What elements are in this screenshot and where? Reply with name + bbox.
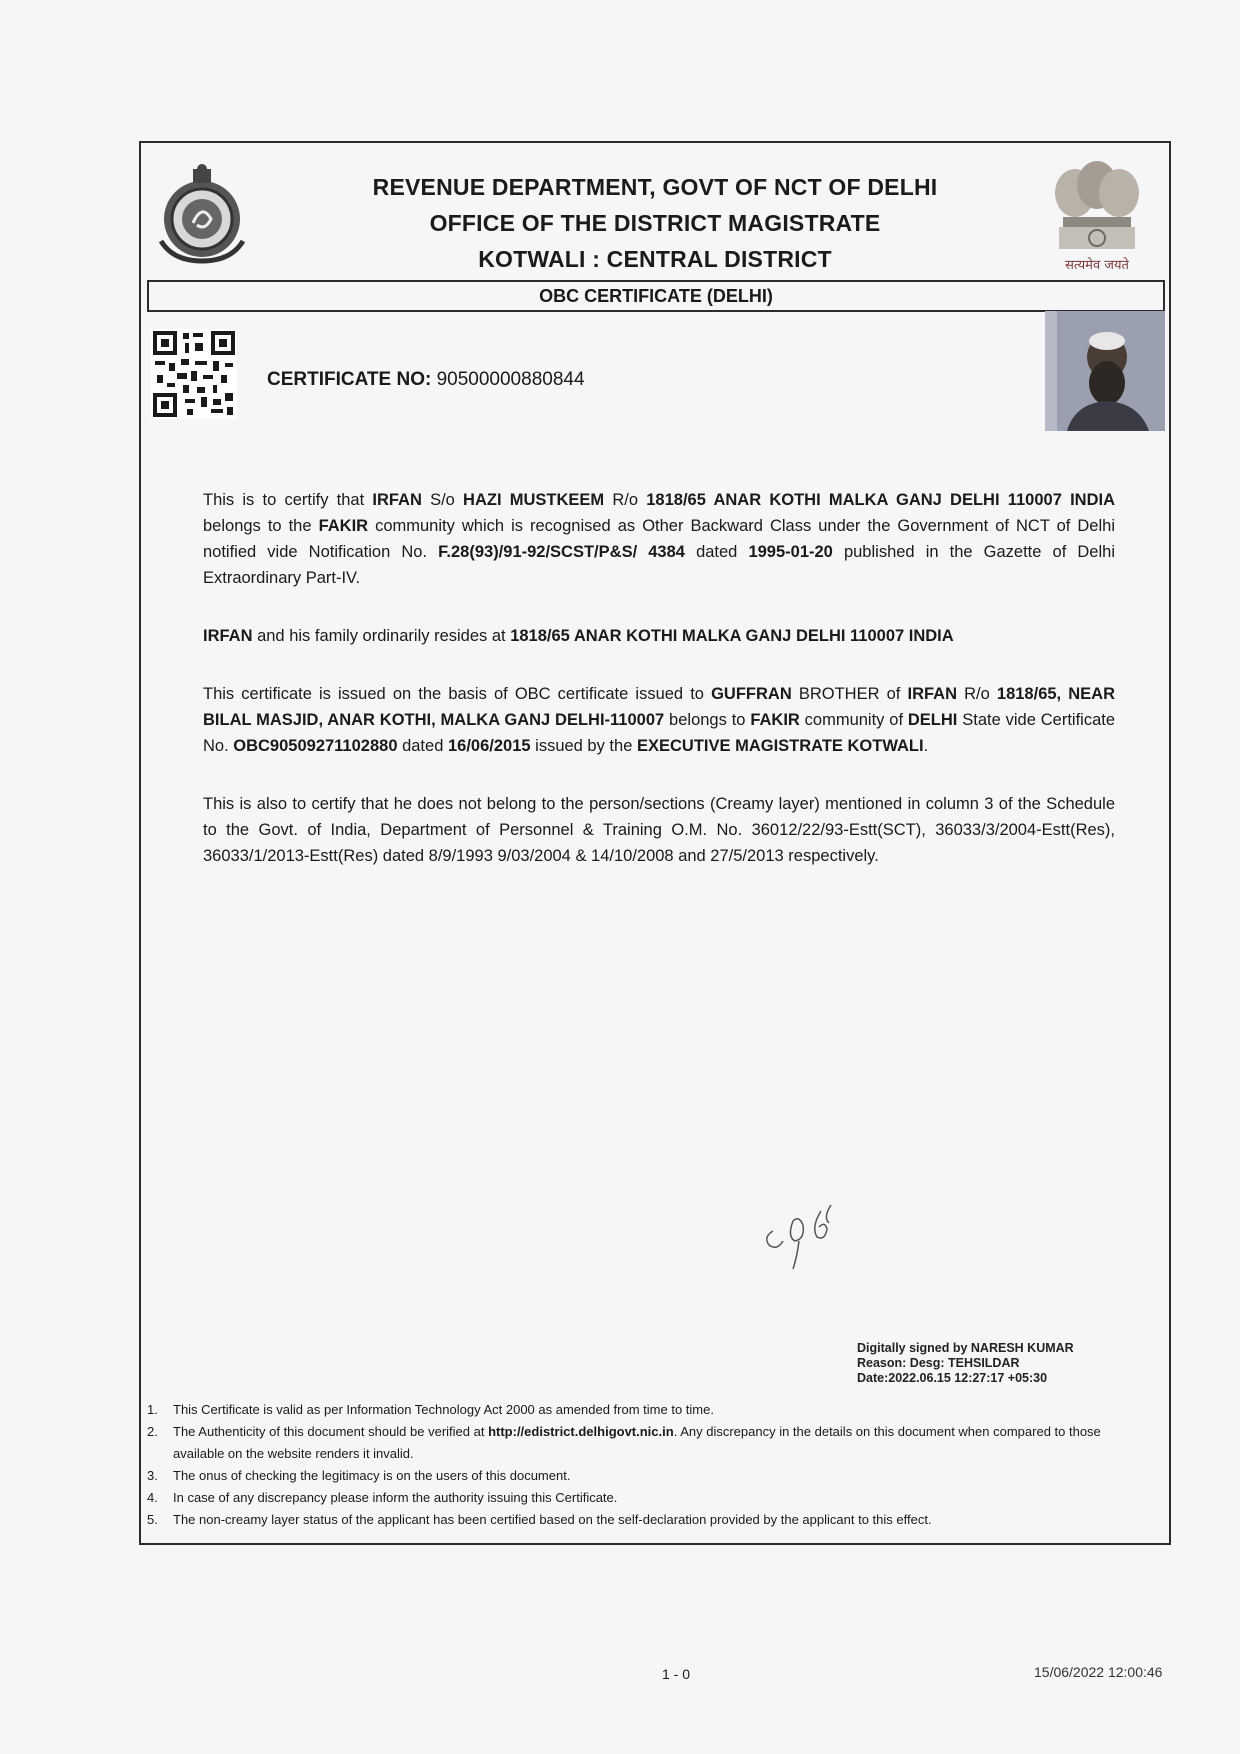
paragraph-residence [203, 623, 1115, 649]
note-text [173, 1421, 1169, 1465]
header-line-3: KOTWALI : CENTRAL DISTRICT [478, 246, 832, 272]
digital-signature-block [857, 1341, 1074, 1386]
list-item [141, 1487, 1169, 1509]
base-certificate-number: OBC90509271102880 [233, 737, 398, 755]
p3-state: DELHI [907, 711, 958, 729]
header-line-1: REVENUE DEPARTMENT, GOVT OF NCT OF DELHI [372, 174, 938, 200]
p3-text-8: issued by the [530, 737, 637, 755]
note-number: 3. [147, 1468, 158, 1483]
p3-text-6: State vide Certificate No. [203, 711, 1116, 755]
resident-address: 1818/65 ANAR KOTHI MALKA GANJ DELHI 110007 INDIA [510, 627, 954, 645]
applicant-address: 1818/65 ANAR KOTHI MALKA GANJ DELHI 110007 INDIA [646, 491, 1116, 509]
terms-list [141, 1399, 1169, 1531]
certificate-number [267, 369, 585, 391]
p2-text-1: and his family ordinarily resides at [252, 627, 511, 645]
national-emblem [1045, 155, 1149, 273]
note-text: This Certificate is valid as per Information Technology Act 2000 as amended from time to time. [173, 1402, 714, 1417]
p1-text-7: published in the Gazette of Delhi Extraordinary Part-IV. [203, 543, 1115, 587]
emblem-motto: सत्यमेव जयते [1065, 258, 1129, 273]
note-text: The non-creamy layer status of the applicant has been certified based on the self-declaration provided by the applicant to this effect. [173, 1512, 932, 1527]
certificate-type-title: OBC CERTIFICATE (DELHI) [147, 280, 1165, 312]
p1-text-2: S/o [421, 491, 464, 509]
list-item [141, 1465, 1169, 1487]
p3-text-2: BROTHER of [791, 685, 908, 703]
header-line-2: OFFICE OF THE DISTRICT MAGISTRATE [429, 210, 881, 236]
applicant-photo-image [1045, 311, 1165, 431]
list-item [141, 1509, 1169, 1531]
paragraph-basis [203, 681, 1115, 759]
p3-applicant-name: IRFAN [907, 685, 957, 703]
signature-signed-by: Digitally signed by NARESH KUMAR [857, 1341, 1074, 1355]
signature-date: Date:2022.06.15 12:27:17 +05:30 [857, 1371, 1048, 1385]
certificate-number-value: 90500000880844 [436, 369, 585, 390]
paragraph-creamy-layer: This is also to certify that he does not belong to the person/sections (Creamy layer) mentioned in column 3 of the Schedule to the Govt. of India, Department of Personnel & Training O.M. No. 36012/22/93-Estt(SCT), 36033/3/2004-Estt(Res), 36033/1/2013-Estt(Res) dated 8/9/1993 9/03/2004 & 14/10/2008 and 27/5/2013 respectively. [203, 795, 1115, 865]
p1-text-5: community which is recognised as Other Backward Class under the Government of NCT of Delhi notified vide Notification No. [203, 517, 1115, 561]
applicant-photo [1045, 311, 1165, 431]
note-number: 4. [147, 1490, 158, 1505]
p3-community: FAKIR [750, 711, 800, 729]
note-number: 1. [147, 1402, 158, 1417]
signature-reason: Reason: Desg: TEHSILDAR [857, 1356, 1020, 1370]
notification-number: F.28(93)/91-92/SCST/P&S/ 4384 [438, 543, 685, 561]
verification-link[interactable]: http://edistrict.delhigovt.nic.in [488, 1424, 674, 1439]
issuing-authority: EXECUTIVE MAGISTRATE KOTWALI [636, 737, 924, 755]
lion-capital-icon [1045, 155, 1149, 255]
p1-text-3: R/o [604, 491, 647, 509]
p3-text-4: belongs to [664, 711, 751, 729]
father-name: HAZI MUSTKEEM [463, 491, 605, 509]
note-text: The onus of checking the legitimacy is on the users of this document. [173, 1468, 571, 1483]
p3-text-3: R/o [957, 685, 997, 703]
p3-text-7: dated [397, 737, 448, 755]
certificate-number-label: CERTIFICATE NO: [267, 369, 432, 390]
notification-date: 1995-01-20 [748, 543, 833, 561]
p3-text-1: This certificate is issued on the basis of OBC certificate issued to [203, 685, 712, 703]
resident-name: IRFAN [203, 627, 253, 645]
certificate-body [203, 487, 1115, 901]
note-number: 2. [147, 1424, 158, 1439]
certificate-header [141, 143, 1169, 281]
certificate-frame [139, 141, 1171, 1545]
community-name: FAKIR [318, 517, 369, 535]
p1-text-4: belongs to the [203, 517, 319, 535]
list-item [141, 1421, 1169, 1465]
base-certificate-date: 16/06/2015 [447, 737, 531, 755]
note-text-part: . Any discrepancy in the details on this document when compared to those available on the website renders it invalid. [173, 1424, 1101, 1461]
p3-text-9: . [923, 737, 929, 755]
p1-text-6: dated [684, 543, 749, 561]
page-number: 1 - 0 [662, 1666, 691, 1682]
list-item [141, 1399, 1169, 1421]
p3-text-5: community of [799, 711, 908, 729]
qr-code-icon[interactable] [151, 329, 237, 419]
note-text-part: The Authenticity of this document should be verified at [173, 1424, 489, 1439]
note-number: 5. [147, 1512, 158, 1527]
relative-name: GUFFRAN [711, 685, 792, 703]
print-timestamp: 15/06/2022 12:00:46 [1034, 1664, 1163, 1680]
applicant-name: IRFAN [372, 491, 422, 509]
p1-text-1: This is to certify that [203, 491, 373, 509]
paragraph-certification [203, 487, 1115, 591]
relative-address: 1818/65, NEAR BILAL MASJID, ANAR KOTHI, MALKA GANJ DELHI-110007 [203, 685, 1115, 729]
handwritten-mark [759, 1191, 869, 1275]
note-text: In case of any discrepancy please inform the authority issuing this Certificate. [173, 1490, 618, 1505]
